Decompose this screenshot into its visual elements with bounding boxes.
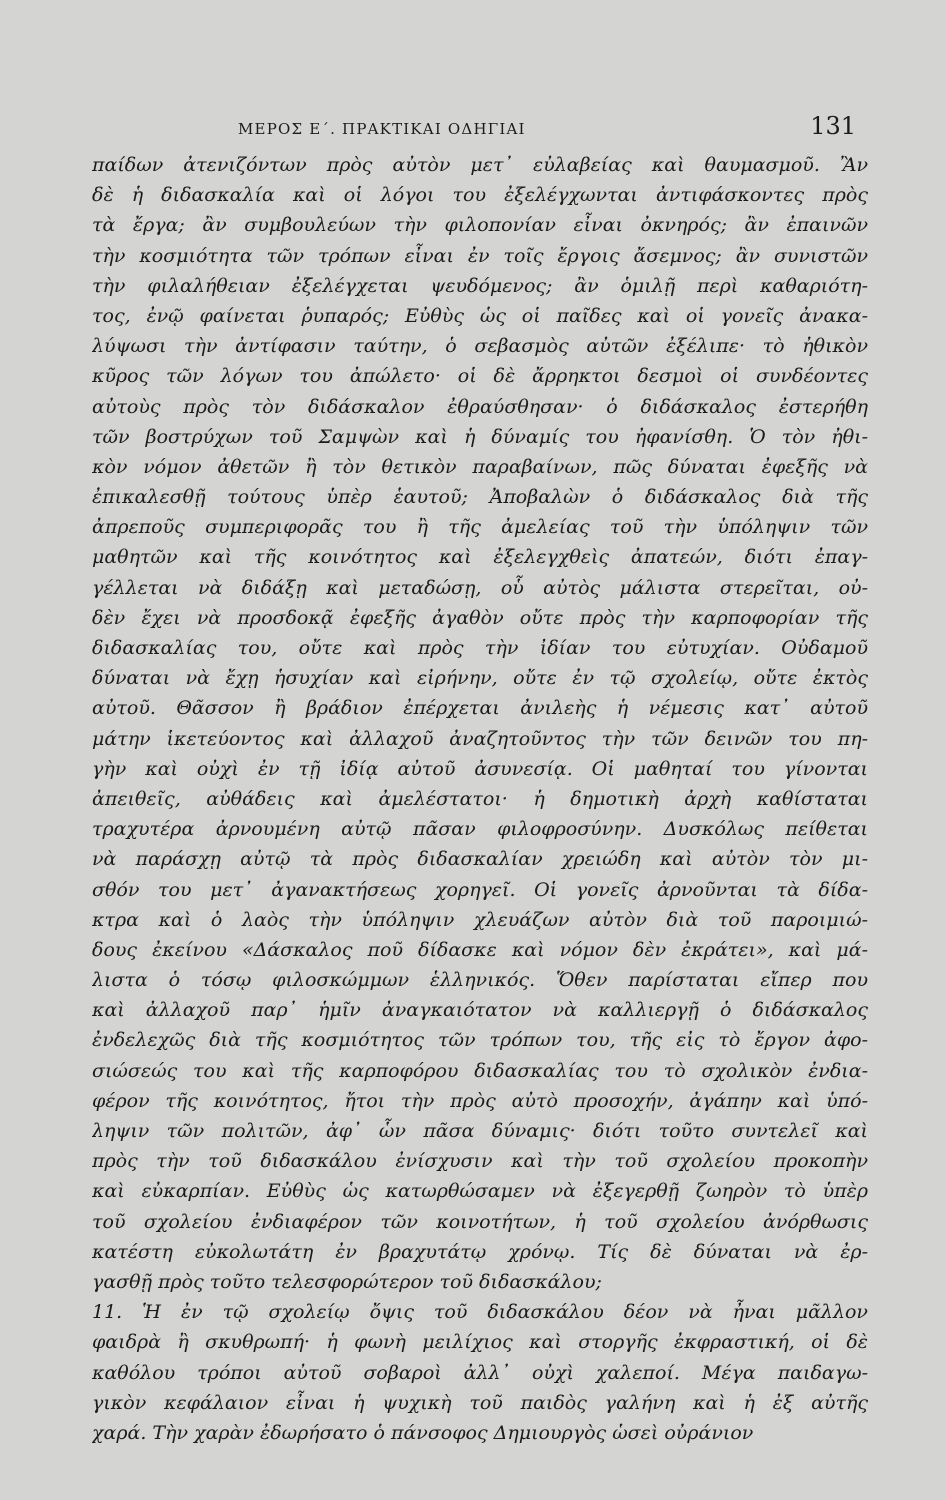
text-line: δὲ ἡ διδασκαλία καὶ οἱ λόγοι του ἐξελέγχωνται ἀντιφάσκοντες πρὸς	[92, 184, 868, 207]
text-line: ἀπειθεῖς, αὐθάδεις καὶ ἀμελέστατοι· ἡ δημοτικὴ ἀρχὴ καθίσταται	[92, 787, 868, 810]
text-line: δύναται νὰ ἔχῃ ἡσυχίαν καὶ εἰρήνην, οὔτε ἐν τῷ σχολείῳ, οὔτε ἐκτὸς	[92, 667, 868, 690]
text-line: λύψωσι τὴν ἀντίφασιν ταύτην, ὁ σεβασμὸς αὐτῶν ἐξέλιπε· τὸ ἠθικὸν	[92, 335, 868, 358]
text-line: φαιδρὰ ἢ σκυθρωπή· ἡ φωνὴ μειλίχιος καὶ στοργῆς ἐκφραστική, οἱ δὲ	[92, 1331, 868, 1354]
text-line: τῶν βοστρύχων τοῦ Σαμψὼν καὶ ἡ δύναμίς του ἠφανίσθη. Ὁ τὸν ἠθι-	[92, 425, 868, 448]
text-line: καθόλου τρόποι αὐτοῦ σοβαροὶ ἀλλ᾽ οὐχὶ χαλεποί. Μέγα παιδαγω-	[92, 1361, 868, 1384]
text-line: φέρον τῆς κοινότητος, ἤτοι τὴν πρὸς αὐτὸ προσοχήν, ἀγάπην καὶ ὑπό-	[92, 1089, 868, 1112]
text-line: κτρα καὶ ὁ λαὸς τὴν ὑπόληψιν χλευάζων αὐτὸν διὰ τοῦ παροιμιώ-	[92, 908, 868, 931]
text-line: τος, ἐνῷ φαίνεται ῥυπαρός; Εὐθὺς ὡς οἱ παῖδες καὶ οἱ γονεῖς ἀνακα-	[92, 304, 868, 327]
text-line: τὴν φιλαλήθειαν ἐξελέγχεται ψευδόμενος; ἂν ὁμιλῇ περὶ καθαριότη-	[92, 274, 868, 297]
text-line: μαθητῶν καὶ τῆς κοινότητος καὶ ἐξελεγχθεὶς ἀπατεών, διότι ἐπαγ-	[92, 546, 868, 569]
text-line: αὐτοὺς πρὸς τὸν διδάσκαλον ἐθραύσθησαν· ὁ διδάσκαλος ἐστερήθη	[92, 395, 868, 418]
text-line: ἐπικαλεσθῇ τούτους ὑπὲρ ἑαυτοῦ; Ἀποβαλὼν ὁ διδάσκαλος διὰ τῆς	[92, 486, 868, 509]
text-line: διδασκαλίας του, οὔτε καὶ πρὸς τὴν ἰδίαν του εὐτυχίαν. Οὐδαμοῦ	[92, 637, 868, 659]
text-line: κῦρος τῶν λόγων του ἀπώλετο· οἱ δὲ ἄρρηκτοι δεσμοὶ οἱ συνδέοντες	[92, 365, 868, 388]
text-line: κὸν νόμον ἀθετῶν ἢ τὸν θετικὸν παραβαίνων, πῶς δύναται ἐφεξῆς νὰ	[92, 455, 868, 478]
text-line: καὶ εὐκαρπίαν. Εὐθὺς ὡς κατωρθώσαμεν νὰ ἐξεγερθῇ ζωηρὸν τὸ ὑπὲρ	[92, 1180, 868, 1203]
text-line: δους ἐκείνου «Δάσκαλος ποῦ δίδασκε καὶ νόμον δὲν ἐκράτει», καὶ μά-	[92, 938, 868, 961]
text-line: σθόν του μετ᾽ ἀγανακτήσεως χορηγεῖ. Οἱ γονεῖς ἀρνοῦνται τὰ δίδα-	[92, 878, 868, 901]
text-line: λιστα ὁ τόσῳ φιλοσκώμμων ἑλληνικός. Ὅθεν παρίσταται εἴπερ που	[92, 969, 868, 992]
text-line: δὲν ἔχει νὰ προσδοκᾷ ἐφεξῆς ἀγαθὸν οὔτε πρὸς τὴν καρποφορίαν τῆς	[92, 606, 868, 629]
body-text	[92, 150, 868, 1444]
text-line: κατέστη εὐκολωτάτη ἐν βραχυτάτῳ χρόνῳ. Τίς δὲ δύναται νὰ ἐρ-	[92, 1240, 868, 1263]
text-line: παίδων ἀτενιζόντων πρὸς αὐτὸν μετ᾽ εὐλαβείας καὶ θαυμασμοῦ. Ἂν	[92, 154, 868, 176]
page-header	[92, 112, 868, 148]
text-line: γασθῇ πρὸς τοῦτο τελεσφορώτερον τοῦ διδασκάλου;	[92, 1270, 602, 1293]
text-line: τὰ ἔργα; ἂν συμβουλεύων τὴν φιλοπονίαν εἶναι ὀκνηρός; ἂν ἐπαινῶν	[92, 214, 868, 237]
text-line: γὴν καὶ οὐχὶ ἐν τῇ ἰδίᾳ αὐτοῦ ἀσυνεσίᾳ. Οἱ μαθηταί του γίνονται	[92, 757, 868, 780]
text-line: ἀπρεποῦς συμπεριφορᾶς του ἢ τῆς ἀμελείας τοῦ τὴν ὑπόληψιν τῶν	[92, 516, 868, 539]
text-line: μάτην ἱκετεύοντος καὶ ἀλλαχοῦ ἀναζητοῦντος τὴν τῶν δεινῶν του πη-	[92, 727, 868, 750]
running-head: ΜΕΡΟΣ Ε΄. ΠΡΑΚΤΙΚΑΙ ΟΔΗΓΙΑΙ	[238, 120, 526, 138]
text-line: γικὸν κεφάλαιον εἶναι ἡ ψυχικὴ τοῦ παιδὸς γαλήνη καὶ ἡ ἐξ αὐτῆς	[92, 1391, 868, 1414]
text-line: καὶ ἀλλαχοῦ παρ᾽ ἡμῖν ἀναγκαιότατον νὰ καλλιεργῇ ὁ διδάσκαλος	[92, 999, 868, 1022]
text-line: σιώσεώς του καὶ τῆς καρποφόρου διδασκαλίας του τὸ σχολικὸν ἐνδια-	[92, 1059, 868, 1082]
text-line: νὰ παράσχῃ αὐτῷ τὰ πρὸς διδασκαλίαν χρειώδη καὶ αὐτὸν τὸν μι-	[92, 848, 868, 871]
text-line: τοῦ σχολείου ἐνδιαφέρον τῶν κοινοτήτων, ἡ τοῦ σχολείου ἀνόρθωσις	[92, 1210, 868, 1233]
page-number: 131	[810, 112, 856, 140]
text-line: ἐνδελεχῶς διὰ τῆς κοσμιότητος τῶν τρόπων του, τῆς εἰς τὸ ἔργον ἀφο-	[92, 1029, 868, 1052]
text-line: χαρά. Τὴν χαρὰν ἐδωρήσατο ὁ πάνσοφος Δημιουργὸς ὡσεὶ οὐράνιον	[92, 1421, 754, 1444]
text-line: ληψιν τῶν πολιτῶν, ἀφ᾽ ὧν πᾶσα δύναμις· διότι τοῦτο συντελεῖ καὶ	[92, 1120, 868, 1142]
text-line: τραχυτέρα ἀρνουμένη αὐτῷ πᾶσαν φιλοφροσύνην. Δυσκόλως πείθεται	[92, 818, 868, 841]
text-line: γέλλεται νὰ διδάξῃ καὶ μεταδώσῃ, οὗ αὐτὸς μάλιστα στερεῖται, οὐ-	[92, 576, 868, 599]
text-line: τὴν κοσμιότητα τῶν τρόπων εἶναι ἐν τοῖς ἔργοις ἄσεμνος; ἂν συνιστῶν	[92, 244, 868, 267]
text-line: αὐτοῦ. Θᾶσσον ἢ βράδιον ἐπέρχεται ἀνιλεὴς ἡ νέμεσις κατ᾽ αὐτοῦ	[92, 697, 868, 720]
text-line: πρὸς τὴν τοῦ διδασκάλου ἐνίσχυσιν καὶ τὴν τοῦ σχολείου προκοπὴν	[92, 1150, 868, 1173]
text-line: 11. Ἡ ἐν τῷ σχολείῳ ὄψις τοῦ διδασκάλου δέον νὰ ἦναι μᾶλλον	[92, 1301, 868, 1324]
